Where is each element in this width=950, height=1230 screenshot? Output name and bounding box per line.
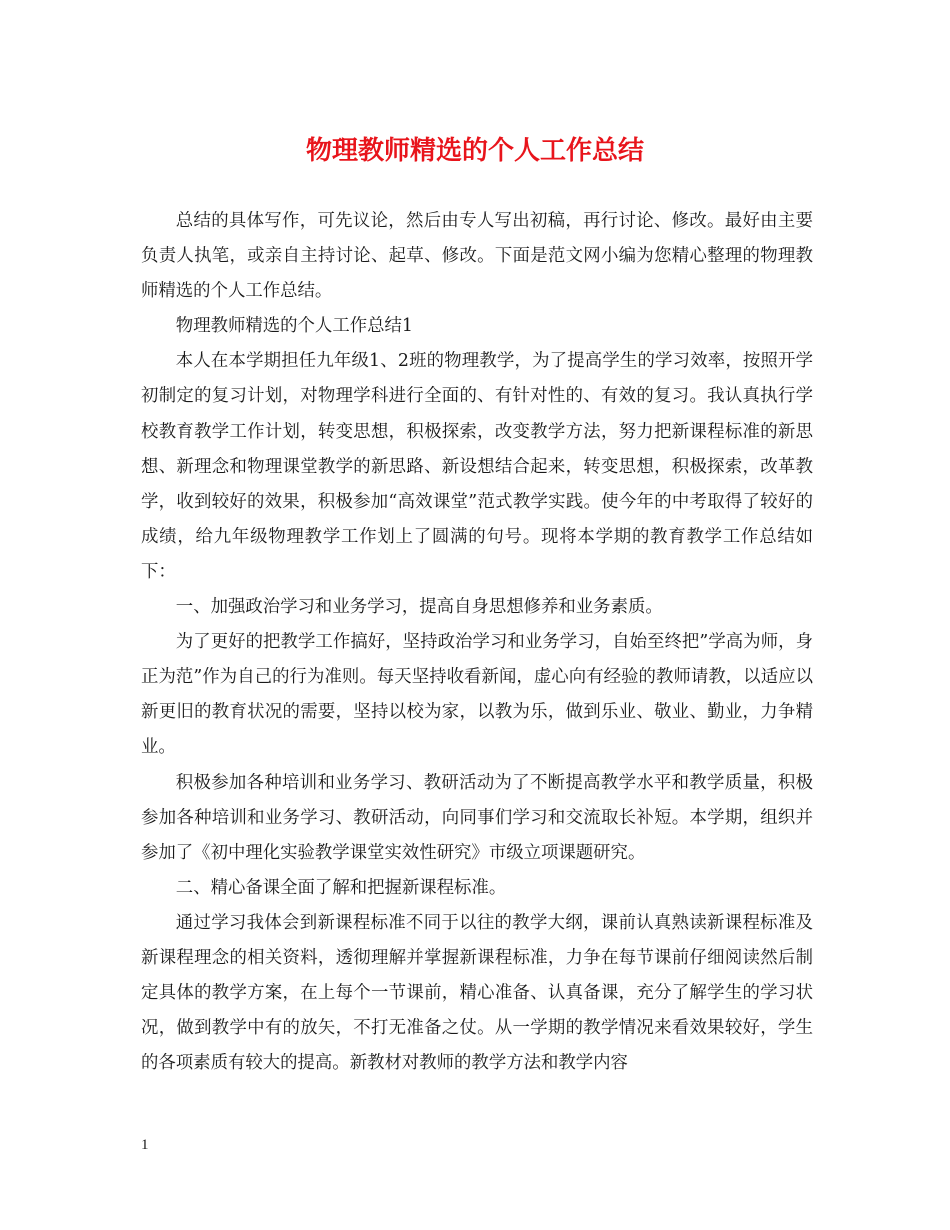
body-paragraph: 为了更好的把教学工作搞好，坚持政治学习和业务学习，自始至终把”学高为师，身正为范”作为自己的行为准则。每天坚持收看新闻，虚心向有经验的教师请教，以适应以新更旧的教育状况的需要，坚持以校为家，以教为乐，做到乐业、敬业、勤业，力争精业。	[141, 632, 813, 758]
body-paragraph: 通过学习我体会到新课程标准不同于以往的教学大纲，课前认真熟读新课程标准及新课程理念的相关资料，透彻理解并掌握新课程标准，力争在每节课前仔细阅读然后制定具体的教学方案，在上每个一节课前，精心准备、认真备课，充分了解学生的学习状况，做到教学中有的放矢，不打无准备之仗。从一学期的教学情况来看效果较好，学生的各项素质有较大的提高。新教材对教师的教学方法和教学内容	[141, 912, 813, 1074]
body-paragraph: 积极参加各种培训和业务学习、教研活动为了不断提高教学水平和教学质量，积极参加各种培训和业务学习、教研活动，向同事们学习和交流取长补短。本学期，组织并参加了《初中理化实验教学课堂实效性研究》市级立项课题研究。	[141, 772, 813, 863]
subsection-heading: 二、精心备课全面了解和把握新课程标准。	[175, 877, 507, 898]
intro-paragraph: 总结的具体写作，可先议论，然后由专人写出初稿，再行讨论、修改。最好由主要负责人执笔，或亲自主持讨论、起草、修改。下面是范文网小编为您精心整理的物理教师精选的个人工作总结。	[141, 211, 813, 302]
document-body	[141, 204, 813, 1081]
subsection-heading: 一、加强政治学习和业务学习，提高自身思想修养和业务素质。	[175, 597, 663, 618]
section-heading: 物理教师精选的个人工作总结1	[175, 316, 413, 337]
body-paragraph: 本人在本学期担任九年级1、2班的物理教学，为了提高学生的学习效率，按照开学初制定的复习计划，对物理学科进行全面的、有针对性的、有效的复习。我认真执行学校教育教学工作计划，转变思想，积极探索，改变教学方法，努力把新课程标准的新思想、新理念和物理课堂教学的新思路、新设想结合起来，转变思想，积极探索，改革教学，收到较好的效果，积极参加“高效课堂”范式教学实践。使今年的中考取得了较好的成绩，给九年级物理教学工作划上了圆满的句号。现将本学期的教育教学工作总结如下：	[141, 351, 813, 582]
page-number: 1	[141, 1137, 149, 1153]
document-title: 物理教师精选的个人工作总结	[305, 136, 644, 166]
